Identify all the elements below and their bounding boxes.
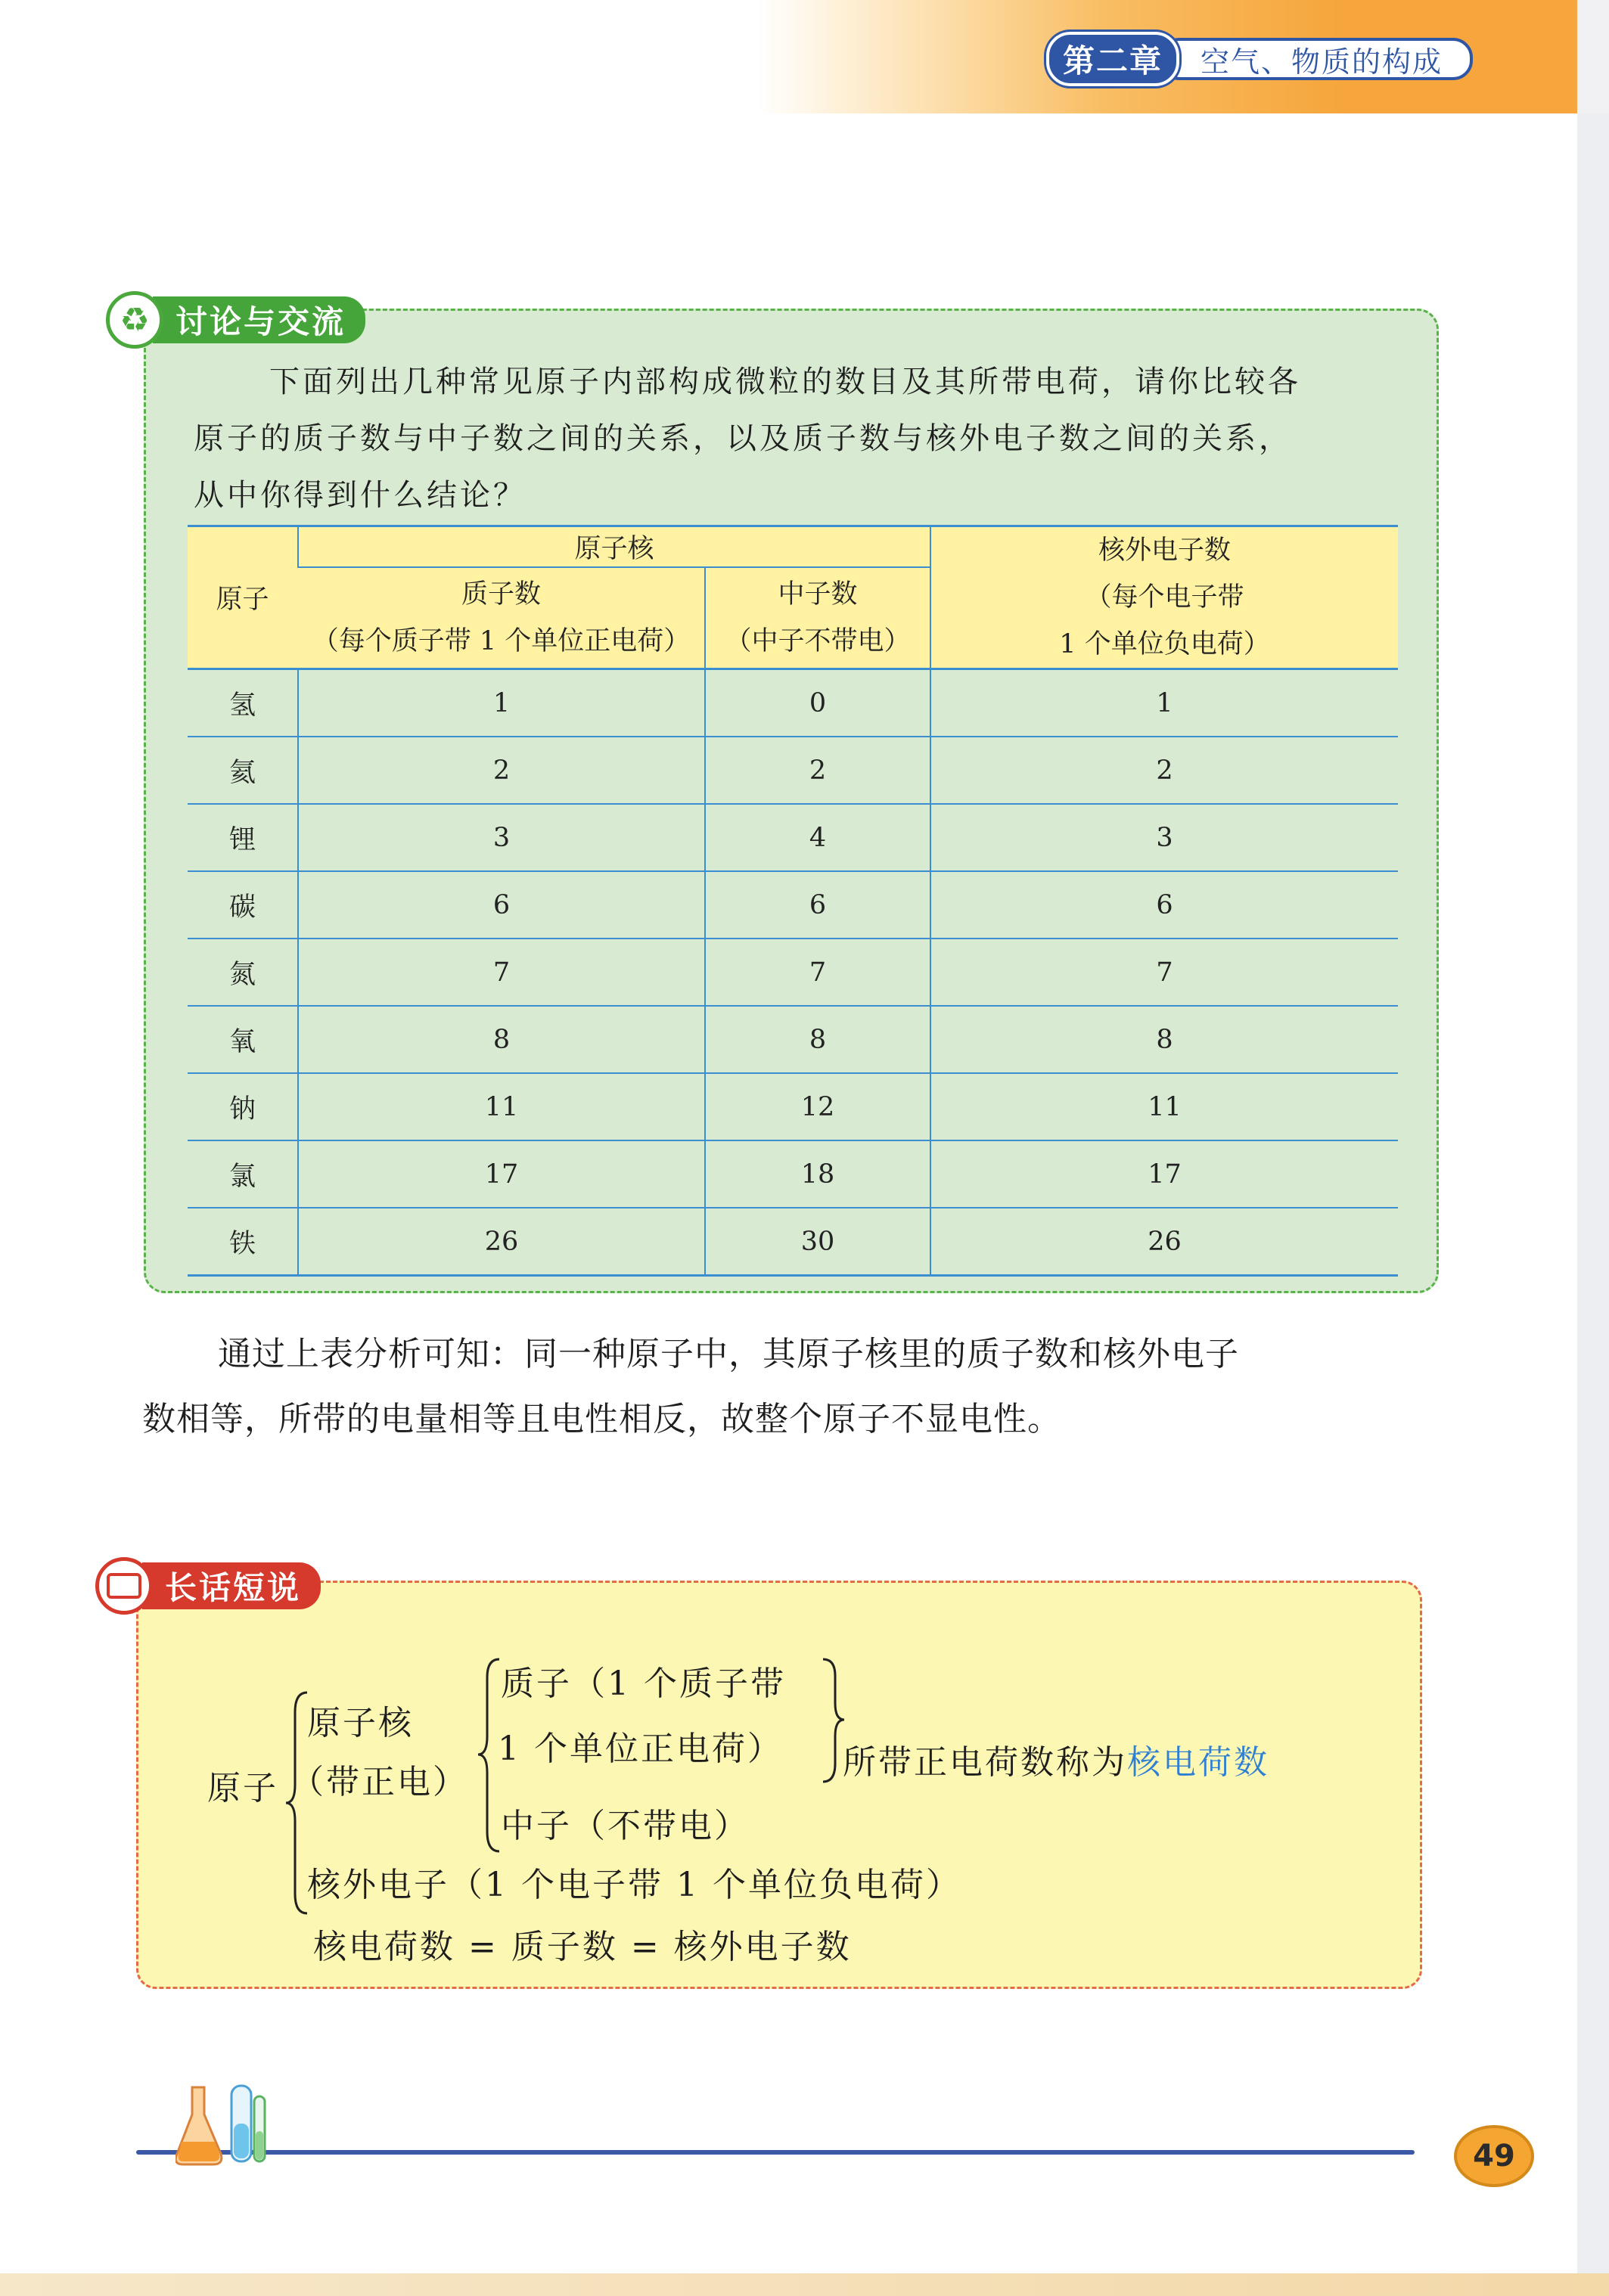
summary-electron: 核外电子（1 个电子带 1 个单位负电荷） [307, 1866, 961, 1904]
neutron-count: 0 [705, 669, 930, 737]
conclusion-paragraph [142, 1322, 1443, 1452]
summary-atom: 原子 [207, 1769, 278, 1807]
screen-icon [95, 1557, 153, 1615]
header-neutron-note: （中子不带电） [725, 626, 911, 656]
electron-count: 11 [930, 1073, 1398, 1140]
bottom-strip [0, 2273, 1609, 2296]
header-nucleus: 原子核 [298, 526, 930, 568]
recycle-icon: ♻ [106, 291, 163, 349]
table-row [188, 1006, 1398, 1073]
proton-count: 11 [298, 1073, 705, 1140]
atom-name: 铁 [188, 1208, 298, 1276]
summary-proton-line1: 质子（1 个质子带 [501, 1665, 786, 1703]
summary-nucleus-charge: （带正电） [290, 1763, 468, 1801]
atom-name: 钠 [188, 1073, 298, 1140]
electron-count: 1 [930, 669, 1398, 737]
header-atom: 原子 [188, 526, 298, 669]
summary-tag-label: 长话短说 [142, 1562, 321, 1609]
neutron-count: 12 [705, 1073, 930, 1140]
table-row [188, 669, 1398, 737]
table-row [188, 871, 1398, 939]
summary-tag [95, 1558, 321, 1614]
proton-count: 17 [298, 1140, 705, 1208]
page-number: 49 [1454, 2125, 1534, 2187]
neutron-count: 8 [705, 1006, 930, 1073]
neutron-count: 6 [705, 871, 930, 939]
atom-brace [284, 1689, 310, 1916]
conclusion-line: 通过上表分析可知：同一种原子中，其原子核里的质子数和核外电子 [218, 1335, 1239, 1373]
table-row [188, 737, 1398, 804]
header-neutron [705, 567, 930, 669]
charge-term: 核电荷数 [1127, 1743, 1269, 1782]
discussion-prompt [194, 354, 1404, 524]
header-proton-label: 质子数 [461, 579, 541, 610]
header-electron-note2: 1 个单位负电荷） [1059, 629, 1270, 659]
table-row [188, 1073, 1398, 1140]
discussion-tag [106, 292, 365, 348]
page-edge-stripe [1577, 113, 1609, 2296]
atom-name: 碳 [188, 871, 298, 939]
neutron-count: 4 [705, 804, 930, 871]
proton-count: 3 [298, 804, 705, 871]
proton-count: 7 [298, 939, 705, 1006]
proton-brace [820, 1656, 846, 1785]
chapter-title: 空气、物质的构成 [1160, 38, 1473, 80]
electron-count: 7 [930, 939, 1398, 1006]
proton-count: 8 [298, 1006, 705, 1073]
neutron-count: 30 [705, 1208, 930, 1276]
summary-charge-text [843, 1735, 1269, 1783]
neutron-count: 7 [705, 939, 930, 1006]
summary-neutron: 中子（不带电） [501, 1807, 750, 1845]
atom-name: 氦 [188, 737, 298, 804]
header-proton [298, 567, 705, 669]
atom-composition-table [188, 525, 1398, 1277]
electron-count: 2 [930, 737, 1398, 804]
proton-count: 26 [298, 1208, 705, 1276]
charge-text: 所带正电荷数称为 [843, 1743, 1127, 1782]
atom-name: 氢 [188, 669, 298, 737]
neutron-count: 18 [705, 1140, 930, 1208]
atom-name: 氮 [188, 939, 298, 1006]
table-row [188, 1140, 1398, 1208]
header-proton-note: （每个质子带 1 个单位正电荷） [312, 626, 691, 656]
electron-count: 3 [930, 804, 1398, 871]
prompt-line: 从中你得到什么结论？ [194, 478, 526, 513]
electron-count: 17 [930, 1140, 1398, 1208]
chapter-number: 第二章 [1046, 32, 1179, 86]
summary-equation: 核电荷数 = 质子数 = 核外电子数 [313, 1928, 852, 1966]
discussion-tag-label: 讨论与交流 [153, 296, 365, 343]
conclusion-line: 数相等，所带的电量相等且电性相反，故整个原子不显电性。 [142, 1400, 1061, 1438]
atom-name: 锂 [188, 804, 298, 871]
flask-icon [175, 2081, 274, 2172]
electron-count: 6 [930, 871, 1398, 939]
header-neutron-label: 中子数 [778, 579, 858, 610]
header-electron-note1: （每个电子带 [1085, 582, 1244, 613]
summary-nucleus: 原子核 [307, 1704, 414, 1742]
header-edge [1577, 0, 1609, 113]
neutron-count: 2 [705, 737, 930, 804]
proton-count: 2 [298, 737, 705, 804]
table-row [188, 939, 1398, 1006]
atom-name: 氯 [188, 1140, 298, 1208]
proton-count: 6 [298, 871, 705, 939]
footer-line [136, 2150, 1415, 2155]
chapter-heading [1046, 33, 1523, 85]
atom-name: 氧 [188, 1006, 298, 1073]
header-electron [930, 526, 1398, 669]
table-row [188, 804, 1398, 871]
prompt-line: 原子的质子数与中子数之间的关系，以及质子数与核外电子数之间的关系， [194, 421, 1292, 456]
table-row [188, 1208, 1398, 1276]
summary-proton-line2: 1 个单位正电荷） [498, 1730, 783, 1768]
electron-count: 8 [930, 1006, 1398, 1073]
header-electron-label: 核外电子数 [1098, 535, 1231, 566]
electron-count: 26 [930, 1208, 1398, 1276]
proton-count: 1 [298, 669, 705, 737]
prompt-line: 下面列出几种常见原子内部构成微粒的数目及其所带电荷，请你比较各 [269, 365, 1301, 399]
